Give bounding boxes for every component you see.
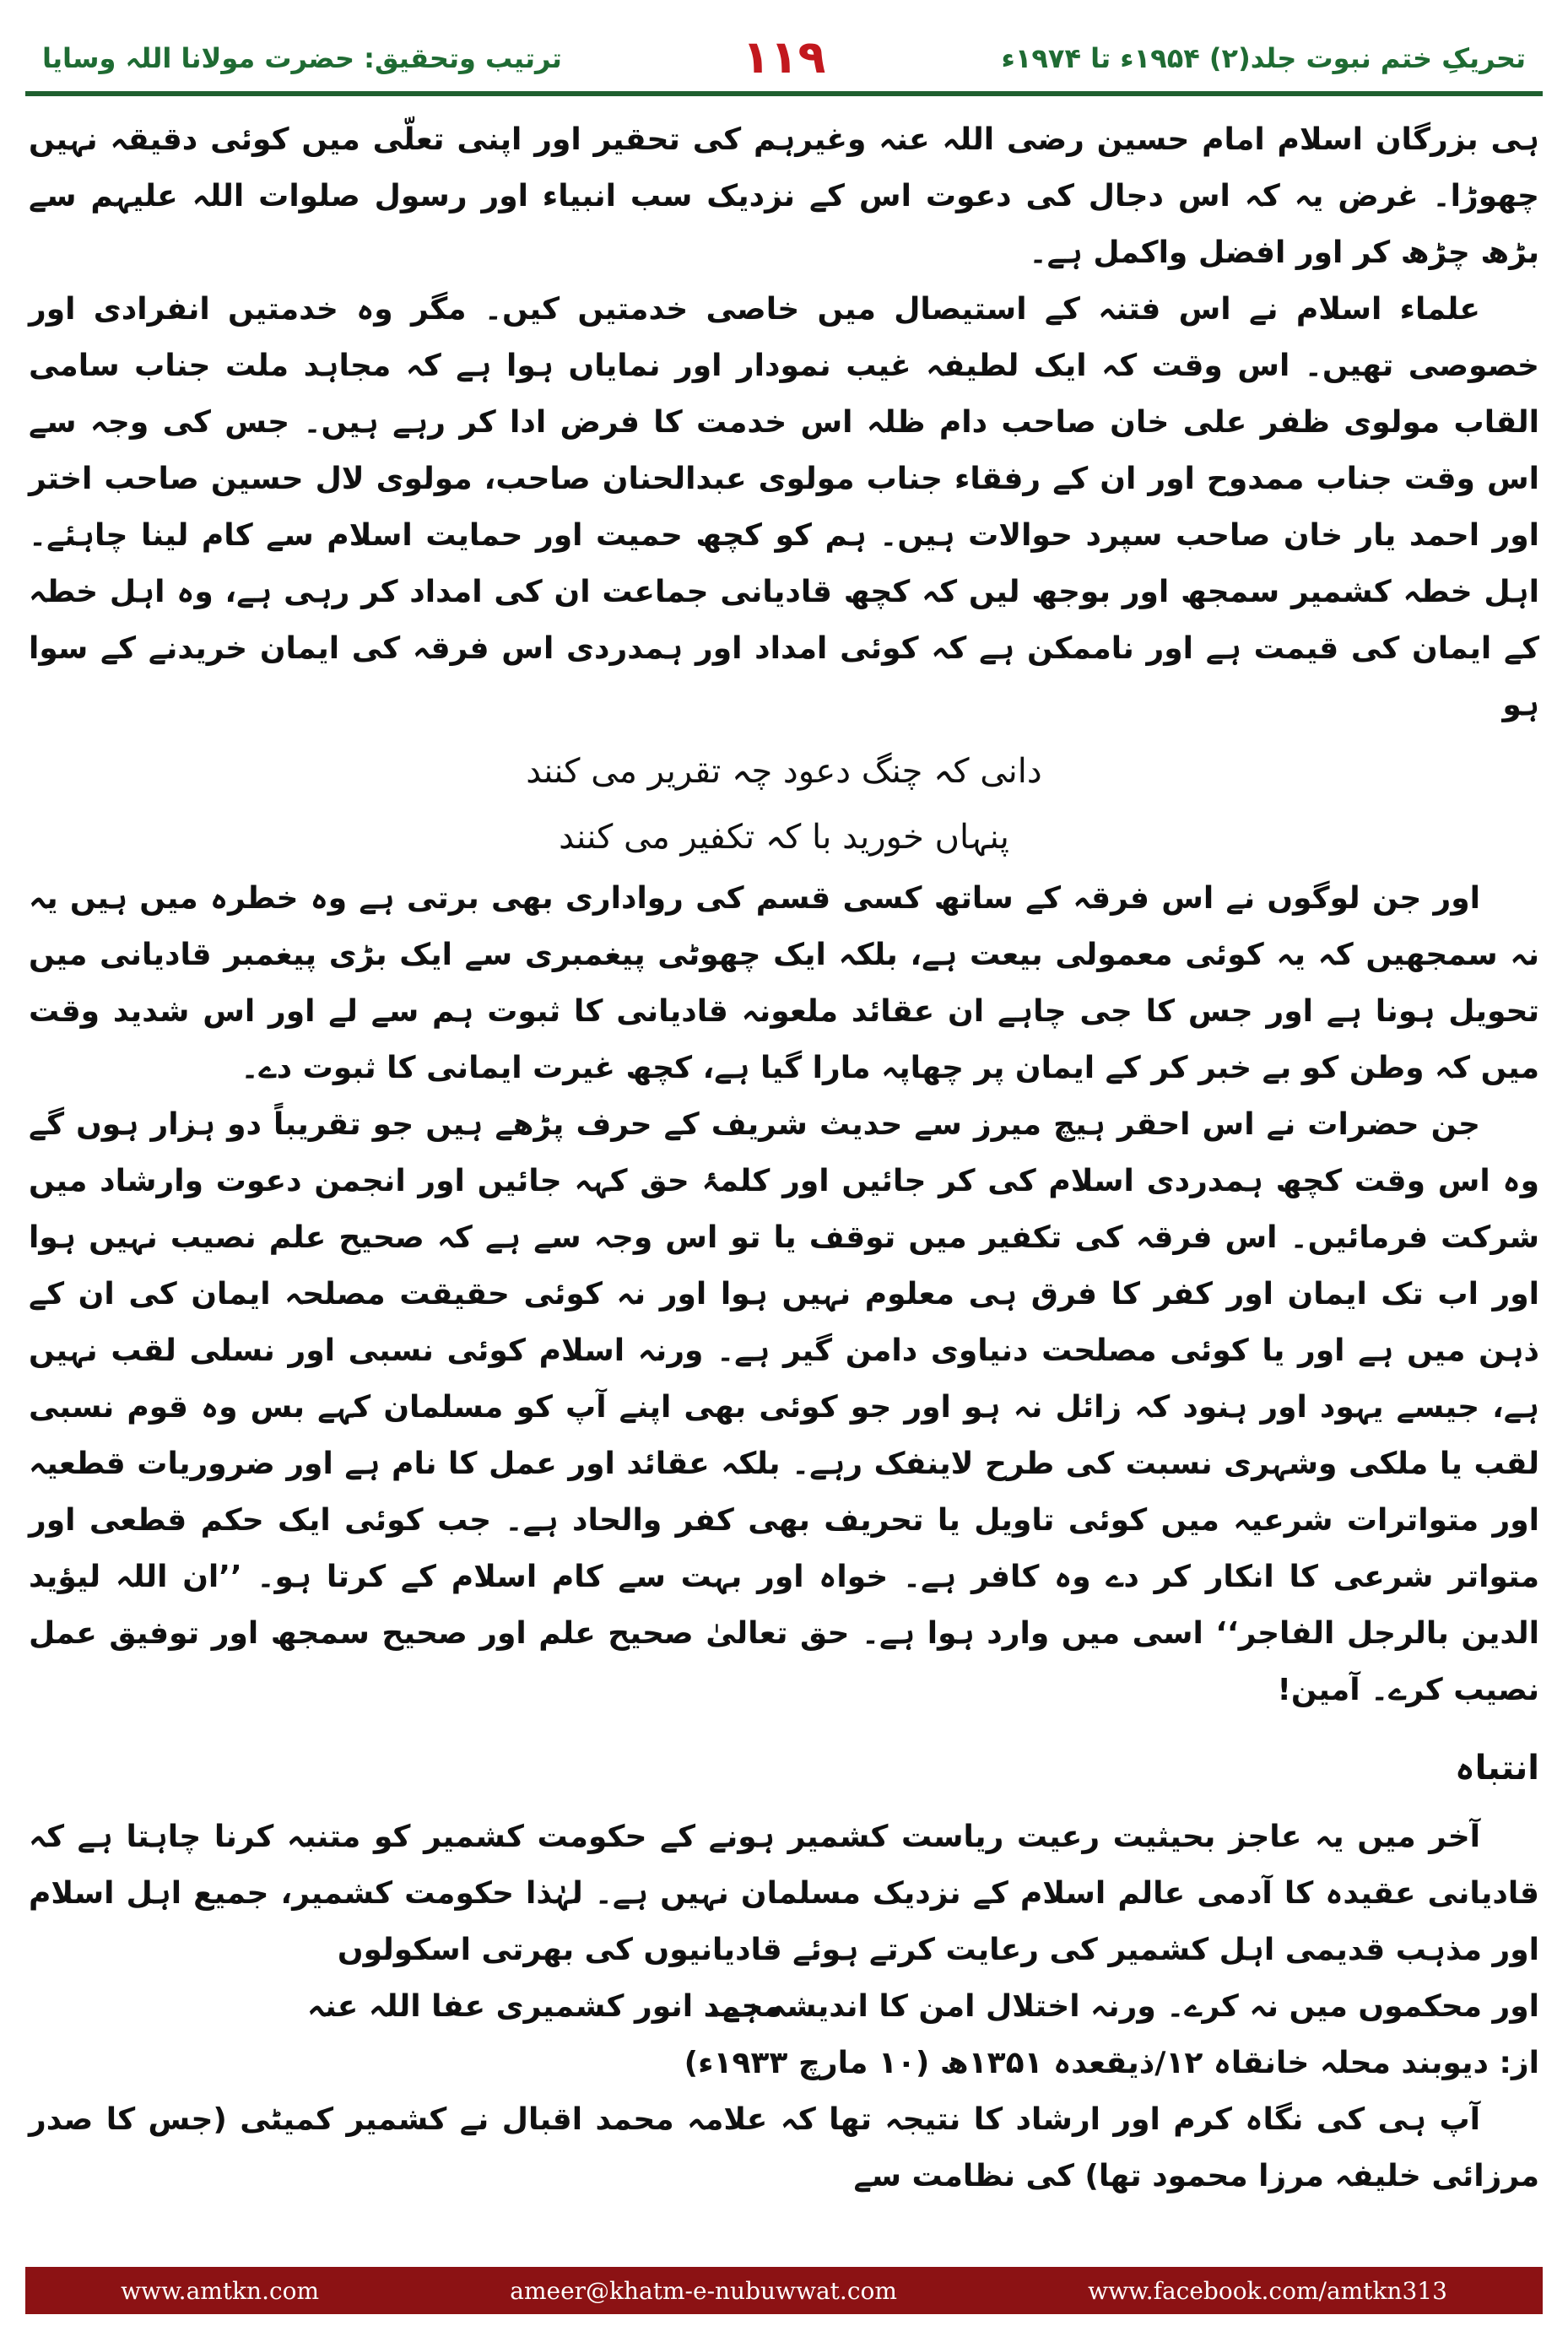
section-heading-warning: انتباہ	[1455, 1749, 1539, 1788]
paragraph-3: اور جن لوگوں نے اس فرقہ کے ساتھ کسی قسم کی رواداری بھی برتی ہے وہ خطرہ میں ہیں یہ نہ سمجھیں کہ یہ کوئی معمولی بیعت ہے، بلکہ ایک چھوٹی پیغمبری سے ایک بڑی پیغمبر قادیانی میں تحویل ہونا ہے اور جس کا جی چاہے ان عقائد ملعونہ قادیانی کا ثبوت ہم سے لے اور اس شدید وقت میں کہ وطن کو بے خبر کر کے ایمان پر چھاپہ مارا گیا ہے، کچھ غیرت ایمانی کا ثبوت دے۔	[29, 881, 1539, 1085]
page-number: ۱۱۹	[742, 30, 826, 84]
paragraph-2: علماء اسلام نے اس فتنہ کے استیصال میں خاصی خدمتیں کیں۔ مگر وہ خدمتیں انفرادی اور خصوصی تھیں۔ اس وقت کہ ایک لطیفہ غیب نمودار اور نمایاں ہوا ہے کہ مجاہد ملت جناب سامی القاب مولوی ظفر علی خان صاحب دام ظلہ اس خدمت کا فرض ادا کر رہے ہیں۔ جس کی وجہ سے اس وقت جناب ممدوح اور ان کے رفقاء جناب مولوی عبدالحنان صاحب، مولوی لال حسین صاحب اختر اور احمد یار خان صاحب سپرد حوالات ہیں۔ ہم کو کچھ حمیت اور حمایت اسلام سے کام لینا چاہئے۔ اہل خطہ کشمیر سمجھ اور بوجھ لیں کہ کچھ قادیانی جماعت ان کی امداد کر رہی ہے، وہ اہل خطہ کے ایمان کی قیمت ہے اور ناممکن ہے کہ کوئی امداد اور ہمدردی اس فرقہ کی ایمان خریدنے کے سوا ہو	[29, 292, 1539, 722]
footer-email-link[interactable]: ameer@khatm-e-nubuwwat.com	[510, 2276, 897, 2305]
footer-facebook-link[interactable]: www.facebook.com/amtkn313	[1088, 2276, 1447, 2305]
paragraph-4: جن حضرات نے اس احقر ہیچ میرز سے حدیث شریف کے حرف پڑھے ہیں جو تقریباً دو ہزار ہوں گے وہ اس وقت کچھ ہمدردی اسلام کی کر جائیں اور کلمۂ حق کہہ جائیں اور انجمن دعوت وارشاد میں شرکت فرمائیں۔ اس فرقہ کی تکفیر میں توقف یا تو اس وجہ سے ہے کہ صحیح علم نصیب نہیں ہوا اور اب تک ایمان اور کفر کا فرق ہی معلوم نہیں ہوا اور نہ کوئی حقیقت مصلحہ ایمان کی ان کے ذہن میں ہے اور یا کوئی مصلحت دنیاوی دامن گیر ہے۔ ورنہ اسلام کوئی نسبی اور نسلی لقب نہیں ہے، جیسے یہود اور ہنود کہ زائل نہ ہو اور جو کوئی بھی اپنے آپ کو مسلمان کہے بس وہ قوم نسبی لقب یا ملکی وشہری نسبت کی طرح لاینفک رہے۔ بلکہ عقائد اور عمل کا نام ہے اور ضروریات قطعیہ اور متواترات شرعیہ میں کوئی تاویل یا تحریف بھی کفر والحاد ہے۔ جب کوئی ایک حکم قطعی اور متواتر شرعی کا انکار کر دے وہ کافر ہے۔ خواہ اور بہت سے کام اسلام کے کرتا ہو۔ ’’ان اللہ لیؤید الدین بالرجل الفاجر‘‘ اسی میں وارد ہوا ہے۔ حق تعالیٰ صحیح علم اور صحیح سمجھ اور توفیق عمل نصیب کرے۔ آمین!	[29, 1107, 1539, 1707]
paragraph-1: ہی بزرگان اسلام امام حسین رضی اللہ عنہ وغیرہم کی تحقیر اور اپنی تعلّی میں کوئی دقیقہ نہیں چھوڑا۔ غرض یہ کہ اس دجال کی دعوت اس کے نزدیک سب انبیاء اور رسول صلوات اللہ علیہم سے بڑھ چڑھ کر اور افضل واکمل ہے۔	[29, 122, 1539, 270]
header-divider	[25, 91, 1543, 96]
footer-website-link[interactable]: www.amtkn.com	[121, 2276, 320, 2305]
paragraph-5: آخر میں یہ عاجز بحیثیت رعیت ریاست کشمیر ہونے کے حکومت کشمیر کو متنبہ کرنا چاہتا ہے کہ قادیانی عقیدہ کا آدمی عالم اسلام کے نزدیک مسلمان نہیں ہے۔ لہٰذا حکومت کشمیر، جمیع اہل اسلام اور مذہب قدیمی اہل کشمیر کی رعایت کرتے ہوئے قادیانیوں کی بھرتی اسکولوں	[29, 1820, 1539, 1967]
page-footer	[25, 2267, 1543, 2314]
couplet-line-1: دانی کہ چنگ دعود چہ تقریر می کنند	[526, 752, 1042, 791]
dated-from-line: از: دیوبند محلہ خانقاہ ۱۲/ذیقعدہ ۱۳۵۱ھ (۱۰ مارچ ۱۹۳۳ء)	[684, 2046, 1539, 2080]
author-signature: محمد انور کشمیری عفا اللہ عنہ	[307, 1989, 782, 2024]
book-title: تحریکِ ختم نبوت جلد(۲) ۱۹۵۴ء تا ۱۹۷۴ء	[1001, 42, 1526, 74]
page-body	[29, 111, 1539, 2204]
persian-couplet	[29, 738, 1539, 870]
paragraph-6: آپ ہی کی نگاہ کرم اور ارشاد کا نتیجہ تھا کہ علامہ محمد اقبال نے کشمیر کمیٹی (جس کا صدر مرزائی خلیفہ مرزا محمود تھا) کی نظامت سے	[29, 2102, 1539, 2193]
compiler-credit: ترتیب وتحقیق: حضرت مولانا اللہ وسایا	[42, 42, 562, 74]
paragraph-5-end: اور محکموں میں نہ کرے۔ ورنہ اختلال امن کا اندیشہ ہے۔	[705, 1989, 1539, 2024]
couplet-line-2: پنہاں خورید با کہ تکفیر می کنند	[559, 818, 1009, 857]
signature-line	[29, 1978, 1539, 2035]
page-header	[25, 25, 1543, 84]
